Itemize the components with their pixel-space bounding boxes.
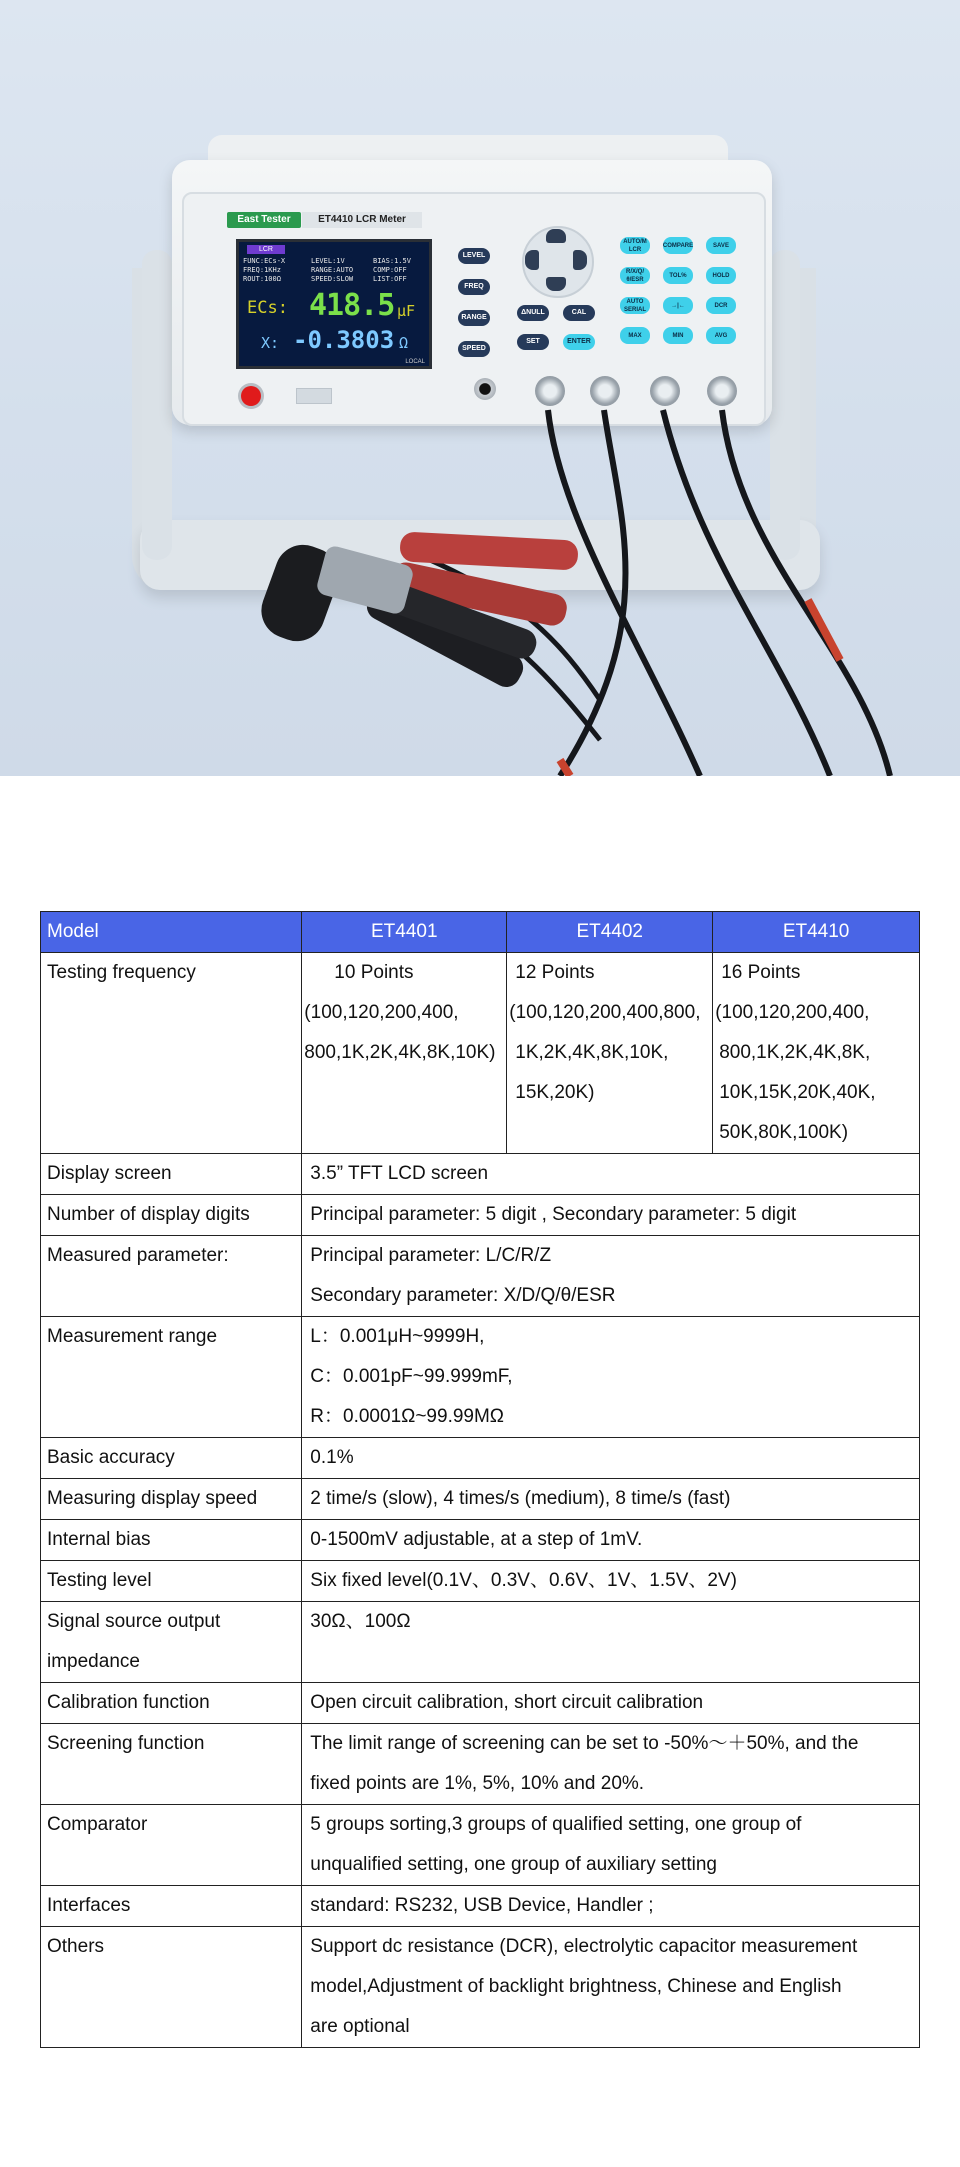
row-value: 2 time/s (slow), 4 times/s (medium), 8 time/s (fast) xyxy=(302,1479,920,1520)
row-value: Support dc resistance (DCR), electrolytic capacitor measurement model,Adjustment of backlight brightness, Chinese and English are optional xyxy=(302,1927,920,2048)
row-value: Open circuit calibration, short circuit calibration xyxy=(302,1683,920,1724)
row-label: Calibration function xyxy=(41,1683,302,1724)
row-value: standard: RS232, USB Device, Handler ; xyxy=(302,1886,920,1927)
lcd-status: LOCAL xyxy=(405,359,425,365)
shift-key[interactable]: →|← xyxy=(663,297,693,314)
header-et4410: ET4410 xyxy=(713,912,920,953)
row-value: Principal parameter: 5 digit , Secondary parameter: 5 digit xyxy=(302,1195,920,1236)
lcd-primary-value: 418.5 xyxy=(309,288,395,323)
auto-serial-key[interactable]: AUTO SERIAL xyxy=(620,297,650,314)
row-label: Measured parameter: xyxy=(41,1236,302,1317)
lcd-list: LIST:OFF xyxy=(373,275,407,283)
row-value: 0-1500mV adjustable, at a step of 1mV. xyxy=(302,1520,920,1561)
param-key[interactable]: R/X/Q/θ/ESR xyxy=(620,267,650,284)
lcd-speed: SPEED:SLOW xyxy=(311,275,354,283)
row-label: Number of display digits xyxy=(41,1195,302,1236)
row-value: 30Ω、100Ω xyxy=(302,1602,920,1683)
spec-table xyxy=(40,911,920,2048)
lcd-primary-name: ECs: xyxy=(247,298,288,318)
row-label: Internal bias xyxy=(41,1520,302,1561)
table-row xyxy=(41,1683,920,1724)
table-row xyxy=(41,1805,920,1886)
row-label: Measurement range xyxy=(41,1317,302,1438)
table-row xyxy=(41,1927,920,2048)
row-label: Others xyxy=(41,1927,302,2048)
min-key[interactable]: MIN xyxy=(663,327,693,344)
product-photo xyxy=(0,0,960,776)
lcd-secondary-value: -0.3803 xyxy=(293,326,395,354)
table-row-frequency xyxy=(41,953,920,1154)
row-label: Signal source output impedance xyxy=(41,1602,302,1683)
lcd-freq: FREQ:1KHz xyxy=(243,266,281,274)
compare-key[interactable]: COMPARE xyxy=(663,237,693,254)
lcd-level: LEVEL:1V xyxy=(311,257,345,265)
freq-key[interactable]: FREQ xyxy=(458,279,490,295)
table-row xyxy=(41,1886,920,1927)
max-key[interactable]: MAX xyxy=(620,327,650,344)
lcd-rout: ROUT:100Ω xyxy=(243,275,281,283)
freq-et4401: 10 Points (100,120,200,400, 800,1K,2K,4K,8K,10K) xyxy=(302,953,507,1154)
brand-badge: East Tester xyxy=(227,212,301,228)
table-header-row xyxy=(41,912,920,953)
lcd-tab: LCR xyxy=(247,245,285,254)
freq-et4410: 16 Points (100,120,200,400, 800,1K,2K,4K,8K, 10K,15K,20K,40K, 50K,80K,100K) xyxy=(713,953,920,1154)
lcd-comp: COMP:OFF xyxy=(373,266,407,274)
null-key[interactable]: ΔNULL xyxy=(517,305,549,321)
table-row xyxy=(41,1438,920,1479)
level-key[interactable]: LEVEL xyxy=(458,248,490,264)
row-label: Testing frequency xyxy=(41,953,302,1154)
row-label: Screening function xyxy=(41,1724,302,1805)
row-label: Basic accuracy xyxy=(41,1438,302,1479)
avg-key[interactable]: AVG xyxy=(706,327,736,344)
save-key[interactable]: SAVE xyxy=(706,237,736,254)
lcd-range: RANGE:AUTO xyxy=(311,266,354,274)
table-row xyxy=(41,1317,920,1438)
row-value: 3.5” TFT LCD screen xyxy=(302,1154,920,1195)
enter-key[interactable]: ENTER xyxy=(563,334,595,350)
header-model: Model xyxy=(41,912,302,953)
row-value: 5 groups sorting,3 groups of qualified setting, one group of unqualified setting, one group of auxiliary setting xyxy=(302,1805,920,1886)
cal-key[interactable]: CAL xyxy=(563,305,595,321)
lcd-bias: BIAS:1.5V xyxy=(373,257,411,265)
model-label: ET4410 LCR Meter xyxy=(302,212,422,228)
table-row xyxy=(41,1724,920,1805)
table-row xyxy=(41,1236,920,1317)
row-value: Principal parameter: L/C/R/Z Secondary parameter: X/D/Q/θ/ESR xyxy=(302,1236,920,1317)
lcd-secondary-unit: Ω xyxy=(399,334,409,352)
dcr-key[interactable]: DCR xyxy=(706,297,736,314)
row-label: Measuring display speed xyxy=(41,1479,302,1520)
row-value: The limit range of screening can be set to -50%～＋50%, and the fixed points are 1%, 5%, 10% and 20%. xyxy=(302,1724,920,1805)
auto-lcr-key[interactable]: AUTO/M LCR xyxy=(620,237,650,254)
lcd-func: FUNC:ECs-X xyxy=(243,257,286,265)
table-row xyxy=(41,1520,920,1561)
row-label: Interfaces xyxy=(41,1886,302,1927)
row-label: Display screen xyxy=(41,1154,302,1195)
row-value: Six fixed level(0.1V、0.3V、0.6V、1V、1.5V、2V) xyxy=(302,1561,920,1602)
row-label: Testing level xyxy=(41,1561,302,1602)
freq-et4402: 12 Points (100,120,200,400,800, 1K,2K,4K,8K,10K, 15K,20K) xyxy=(507,953,713,1154)
table-row xyxy=(41,1602,920,1683)
lcd-secondary-name: X: xyxy=(261,334,280,352)
speed-key[interactable]: SPEED xyxy=(458,341,490,357)
table-row xyxy=(41,1561,920,1602)
table-row xyxy=(41,1154,920,1195)
range-key[interactable]: RANGE xyxy=(458,310,490,326)
table-row xyxy=(41,1479,920,1520)
row-value: L：0.001μH~9999H, C：0.001pF~99.999mF, R：0.0001Ω~99.99MΩ xyxy=(302,1317,920,1438)
table-row xyxy=(41,1195,920,1236)
header-et4401: ET4401 xyxy=(302,912,507,953)
tol-key[interactable]: TOL% xyxy=(663,267,693,284)
lcd-primary-unit: μF xyxy=(397,302,416,320)
set-key[interactable]: SET xyxy=(517,334,549,350)
hold-key[interactable]: HOLD xyxy=(706,267,736,284)
row-value: 0.1% xyxy=(302,1438,920,1479)
row-label: Comparator xyxy=(41,1805,302,1886)
header-et4402: ET4402 xyxy=(507,912,713,953)
